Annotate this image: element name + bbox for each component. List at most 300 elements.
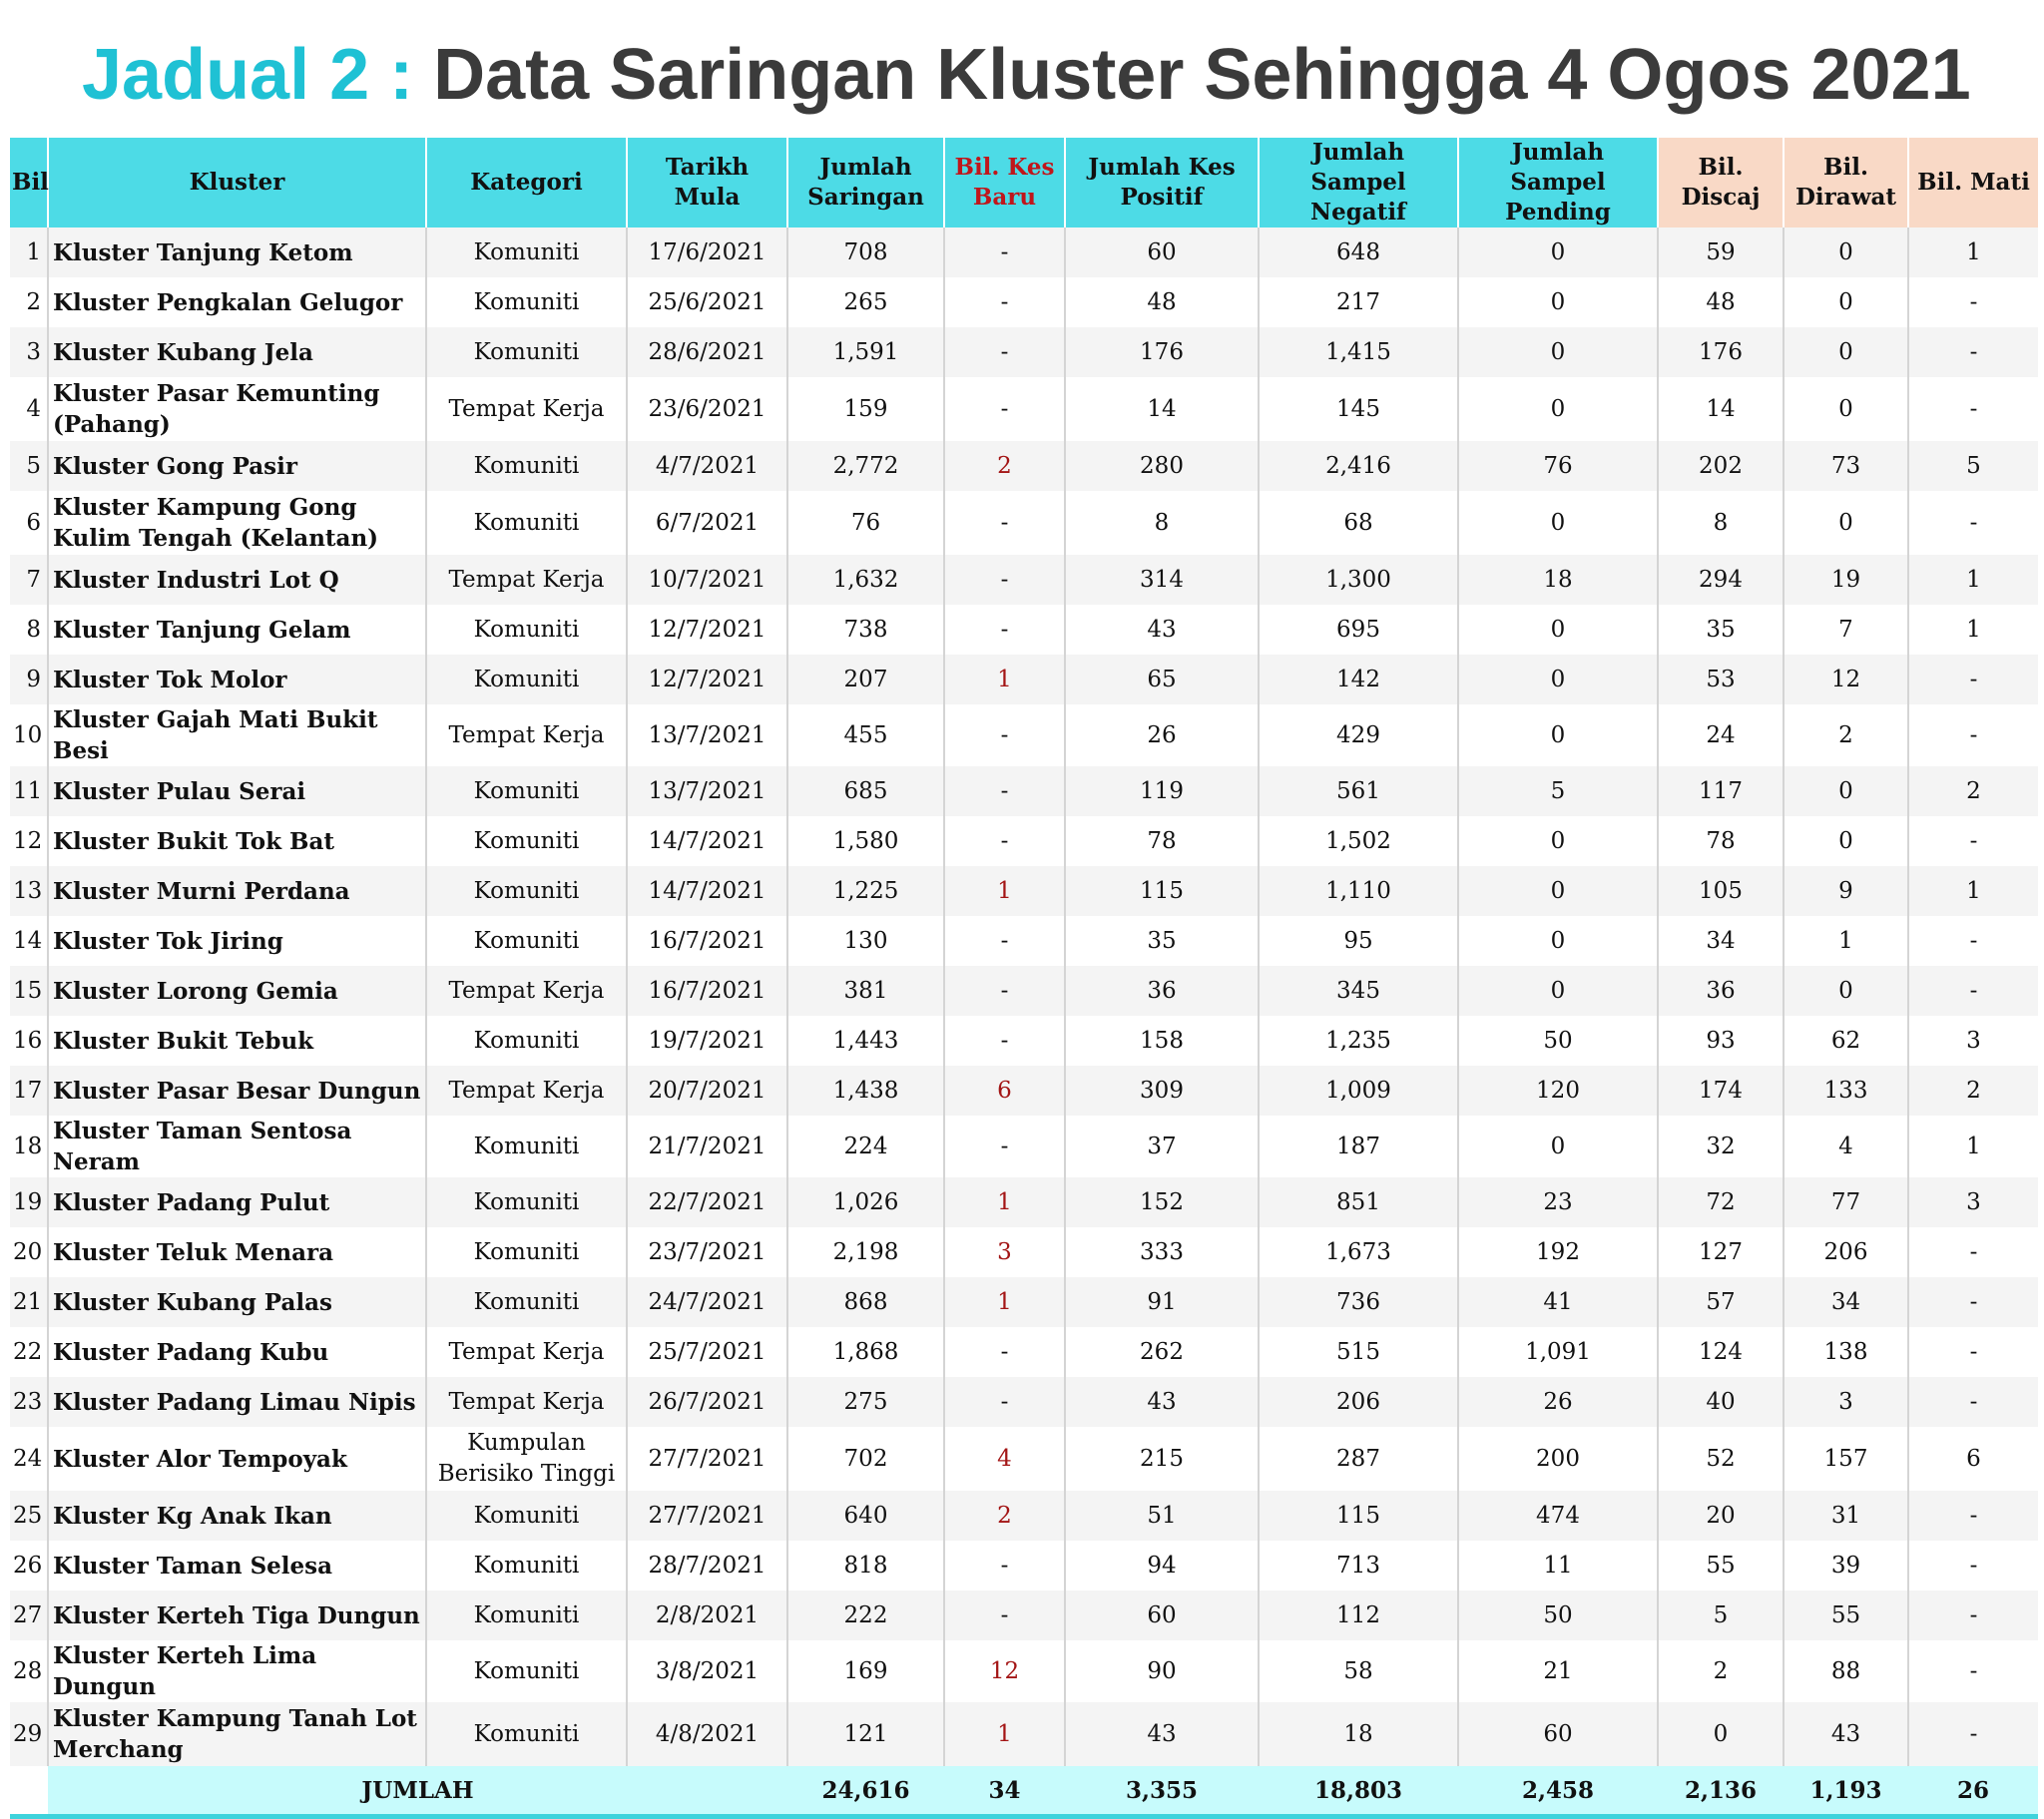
cell-bil-discaj: 57 (1658, 1277, 1784, 1327)
cell-jumlah-saringan: 159 (787, 377, 944, 441)
cell-jumlah-sampel-negatif: 1,110 (1259, 866, 1458, 916)
cell-bil-dirawat: 0 (1784, 766, 1908, 816)
cell-jumlah-saringan: 1,632 (787, 555, 944, 605)
cell-bil-discaj: 117 (1658, 766, 1784, 816)
cell-jumlah-sampel-pending: 474 (1458, 1491, 1658, 1541)
cell-bil-mati: 3 (1908, 1016, 2038, 1066)
table-row (10, 816, 2038, 866)
total-label: JUMLAH (48, 1766, 787, 1817)
cell-bil-kes-baru: 2 (944, 441, 1065, 491)
table-row (10, 1177, 2038, 1227)
cell-tarikh-mula: 27/7/2021 (627, 1427, 787, 1491)
cell-jumlah-sampel-pending: 120 (1458, 1066, 1658, 1116)
table-body (10, 227, 2038, 1766)
cell-bil-discaj: 294 (1658, 555, 1784, 605)
cell-bil-mati: - (1908, 1377, 2038, 1427)
cell-bil-discaj: 40 (1658, 1377, 1784, 1427)
cell-bil-dirawat: 133 (1784, 1066, 1908, 1116)
cell-kategori: Komuniti (426, 1491, 627, 1541)
cell-bil-dirawat: 0 (1784, 491, 1908, 555)
cell-jumlah-kes-positif: 43 (1065, 1377, 1259, 1427)
cell-bil-kes-baru: - (944, 605, 1065, 655)
cell-bil-discaj: 174 (1658, 1066, 1784, 1116)
cell-kategori: Komuniti (426, 1541, 627, 1591)
cell-kluster: Kluster Bukit Tok Bat (48, 816, 426, 866)
cell-jumlah-sampel-negatif: 515 (1259, 1327, 1458, 1377)
cell-bil-dirawat: 0 (1784, 327, 1908, 377)
cell-bil-discaj: 202 (1658, 441, 1784, 491)
title-main: Data Saringan Kluster Sehingga 4 Ogos 2021 (433, 35, 1971, 115)
cell-jumlah-sampel-negatif: 95 (1259, 916, 1458, 966)
cell-jumlah-sampel-pending: 60 (1458, 1702, 1658, 1766)
cell-jumlah-kes-positif: 37 (1065, 1116, 1259, 1177)
cell-jumlah-saringan: 1,591 (787, 327, 944, 377)
cell-bil-kes-baru: - (944, 1016, 1065, 1066)
cell-tarikh-mula: 27/7/2021 (627, 1491, 787, 1541)
cell-kluster: Kluster Gong Pasir (48, 441, 426, 491)
cell-jumlah-kes-positif: 8 (1065, 491, 1259, 555)
cell-bil-kes-baru: 12 (944, 1640, 1065, 1702)
cell-tarikh-mula: 4/8/2021 (627, 1702, 787, 1766)
cell-kluster: Kluster Taman Selesa (48, 1541, 426, 1591)
cell-bil-dirawat: 0 (1784, 277, 1908, 327)
cell-bil-kes-baru: - (944, 1377, 1065, 1427)
cell-tarikh-mula: 12/7/2021 (627, 605, 787, 655)
cell-jumlah-sampel-negatif: 695 (1259, 605, 1458, 655)
cell-jumlah-sampel-negatif: 648 (1259, 227, 1458, 277)
cell-jumlah-saringan: 222 (787, 1591, 944, 1640)
cell-jumlah-sampel-negatif: 1,300 (1259, 555, 1458, 605)
cell-bil-kes-baru: - (944, 491, 1065, 555)
cell-jumlah-sampel-negatif: 187 (1259, 1116, 1458, 1177)
header-bil: Bil (10, 138, 48, 227)
cell-bil-mati: - (1908, 1327, 2038, 1377)
cell-bil-discaj: 48 (1658, 277, 1784, 327)
cell-jumlah-saringan: 708 (787, 227, 944, 277)
cell-bil-dirawat: 34 (1784, 1277, 1908, 1327)
table-row (10, 1591, 2038, 1640)
cell-bil-mati: 1 (1908, 1116, 2038, 1177)
cell-bil-kes-baru: - (944, 966, 1065, 1016)
cell-kategori: Komuniti (426, 1591, 627, 1640)
cell-jumlah-sampel-negatif: 68 (1259, 491, 1458, 555)
cell-kluster: Kluster Tanjung Ketom (48, 227, 426, 277)
cell-bil-mati: - (1908, 966, 2038, 1016)
cell-jumlah-saringan: 1,868 (787, 1327, 944, 1377)
cell-tarikh-mula: 24/7/2021 (627, 1277, 787, 1327)
cell-jumlah-sampel-negatif: 217 (1259, 277, 1458, 327)
cell-kategori: Komuniti (426, 491, 627, 555)
cell-tarikh-mula: 28/6/2021 (627, 327, 787, 377)
header-kategori: Kategori (426, 138, 627, 227)
cell-jumlah-saringan: 381 (787, 966, 944, 1016)
cell-jumlah-sampel-negatif: 345 (1259, 966, 1458, 1016)
table-row (10, 1227, 2038, 1277)
cell-jumlah-saringan: 1,580 (787, 816, 944, 866)
cell-jumlah-saringan: 207 (787, 655, 944, 704)
total-jumlah-sampel-negatif: 18,803 (1259, 1766, 1458, 1817)
cell-bil: 11 (10, 766, 48, 816)
cell-bil-kes-baru: - (944, 227, 1065, 277)
cell-jumlah-sampel-negatif: 851 (1259, 1177, 1458, 1227)
cell-bil: 19 (10, 1177, 48, 1227)
cell-jumlah-kes-positif: 51 (1065, 1491, 1259, 1541)
cell-bil-discaj: 105 (1658, 866, 1784, 916)
cell-kluster: Kluster Tok Jiring (48, 916, 426, 966)
cell-bil-mati: - (1908, 1491, 2038, 1541)
total-jumlah-kes-positif: 3,355 (1065, 1766, 1259, 1817)
cell-bil-mati: - (1908, 491, 2038, 555)
cell-tarikh-mula: 16/7/2021 (627, 916, 787, 966)
cell-kategori: Komuniti (426, 816, 627, 866)
cell-bil: 14 (10, 916, 48, 966)
cell-kategori: Komuniti (426, 1116, 627, 1177)
cell-kategori: Komuniti (426, 866, 627, 916)
page-title (82, 30, 1971, 120)
cell-bil: 24 (10, 1427, 48, 1491)
cell-kluster: Kluster Tok Molor (48, 655, 426, 704)
cell-bil-mati: 2 (1908, 1066, 2038, 1116)
cell-bil-dirawat: 157 (1784, 1427, 1908, 1491)
cell-jumlah-saringan: 868 (787, 1277, 944, 1327)
table-row (10, 866, 2038, 916)
cell-tarikh-mula: 25/7/2021 (627, 1327, 787, 1377)
header-jumlah-sampel-pending: Jumlah Sampel Pending (1458, 138, 1658, 227)
header-jumlah-sampel-negatif: Jumlah Sampel Negatif (1259, 138, 1458, 227)
cell-bil-kes-baru: 1 (944, 1177, 1065, 1227)
cell-bil: 20 (10, 1227, 48, 1277)
table-row (10, 704, 2038, 766)
cell-jumlah-kes-positif: 115 (1065, 866, 1259, 916)
cell-bil-dirawat: 206 (1784, 1227, 1908, 1277)
total-blank-cell (10, 1766, 48, 1817)
cell-jumlah-sampel-pending: 0 (1458, 491, 1658, 555)
cell-jumlah-sampel-pending: 0 (1458, 327, 1658, 377)
cell-bil-discaj: 53 (1658, 655, 1784, 704)
cell-kategori: Komuniti (426, 441, 627, 491)
cell-bil-mati: - (1908, 277, 2038, 327)
cell-jumlah-kes-positif: 60 (1065, 1591, 1259, 1640)
cell-kluster: Kluster Bukit Tebuk (48, 1016, 426, 1066)
total-jumlah-saringan: 24,616 (787, 1766, 944, 1817)
cell-bil-kes-baru: - (944, 704, 1065, 766)
cell-bil-kes-baru: - (944, 816, 1065, 866)
cell-kategori: Komuniti (426, 277, 627, 327)
cell-jumlah-saringan: 685 (787, 766, 944, 816)
cell-bil-discaj: 59 (1658, 227, 1784, 277)
cell-bil: 3 (10, 327, 48, 377)
cell-jumlah-kes-positif: 35 (1065, 916, 1259, 966)
cell-jumlah-kes-positif: 262 (1065, 1327, 1259, 1377)
cell-jumlah-kes-positif: 152 (1065, 1177, 1259, 1227)
cell-tarikh-mula: 20/7/2021 (627, 1066, 787, 1116)
cell-bil-discaj: 0 (1658, 1702, 1784, 1766)
cell-bil-discaj: 72 (1658, 1177, 1784, 1227)
table-row (10, 966, 2038, 1016)
cell-jumlah-sampel-pending: 0 (1458, 704, 1658, 766)
cell-bil-discaj: 36 (1658, 966, 1784, 1016)
cell-jumlah-sampel-pending: 0 (1458, 916, 1658, 966)
cell-jumlah-sampel-negatif: 429 (1259, 704, 1458, 766)
cell-bil: 26 (10, 1541, 48, 1591)
cell-bil-mati: - (1908, 816, 2038, 866)
cell-jumlah-saringan: 640 (787, 1491, 944, 1541)
header-bil-kes-baru: Bil. Kes Baru (944, 138, 1065, 227)
cell-jumlah-saringan: 121 (787, 1702, 944, 1766)
cell-jumlah-sampel-pending: 0 (1458, 227, 1658, 277)
cell-jumlah-kes-positif: 314 (1065, 555, 1259, 605)
cell-bil: 21 (10, 1277, 48, 1327)
cell-jumlah-saringan: 738 (787, 605, 944, 655)
cell-bil-dirawat: 73 (1784, 441, 1908, 491)
cell-jumlah-kes-positif: 90 (1065, 1640, 1259, 1702)
cell-jumlah-sampel-pending: 50 (1458, 1016, 1658, 1066)
cell-bil-discaj: 127 (1658, 1227, 1784, 1277)
cell-kategori: Tempat Kerja (426, 1327, 627, 1377)
total-bil-mati: 26 (1908, 1766, 2038, 1817)
cell-kategori: Komuniti (426, 1227, 627, 1277)
table-row (10, 1541, 2038, 1591)
cell-bil-mati: - (1908, 377, 2038, 441)
cell-bil-mati: 5 (1908, 441, 2038, 491)
cell-jumlah-kes-positif: 48 (1065, 277, 1259, 327)
table-header-row (10, 138, 2038, 227)
cell-jumlah-kes-positif: 280 (1065, 441, 1259, 491)
cell-kluster: Kluster Tanjung Gelam (48, 605, 426, 655)
cell-bil-discaj: 8 (1658, 491, 1784, 555)
cell-kategori: Komuniti (426, 227, 627, 277)
cell-jumlah-sampel-pending: 41 (1458, 1277, 1658, 1327)
cell-bil: 1 (10, 227, 48, 277)
cell-jumlah-sampel-negatif: 1,235 (1259, 1016, 1458, 1066)
cell-bil: 22 (10, 1327, 48, 1377)
cell-bil-discaj: 93 (1658, 1016, 1784, 1066)
cell-bil: 2 (10, 277, 48, 327)
cell-tarikh-mula: 25/6/2021 (627, 277, 787, 327)
cell-kluster: Kluster Kampung Tanah Lot Merchang (48, 1702, 426, 1766)
table-row (10, 441, 2038, 491)
cell-jumlah-sampel-pending: 0 (1458, 377, 1658, 441)
cell-bil-dirawat: 88 (1784, 1640, 1908, 1702)
cell-bil: 18 (10, 1116, 48, 1177)
cell-jumlah-kes-positif: 43 (1065, 605, 1259, 655)
cell-bil: 17 (10, 1066, 48, 1116)
cell-bil-discaj: 2 (1658, 1640, 1784, 1702)
cell-jumlah-saringan: 1,026 (787, 1177, 944, 1227)
cell-jumlah-kes-positif: 158 (1065, 1016, 1259, 1066)
cell-tarikh-mula: 6/7/2021 (627, 491, 787, 555)
cell-bil-dirawat: 12 (1784, 655, 1908, 704)
cell-bil-kes-baru: 1 (944, 866, 1065, 916)
cell-kategori: Komuniti (426, 1640, 627, 1702)
cell-jumlah-kes-positif: 65 (1065, 655, 1259, 704)
cell-jumlah-kes-positif: 60 (1065, 227, 1259, 277)
cell-jumlah-saringan: 818 (787, 1541, 944, 1591)
cell-bil-mati: 6 (1908, 1427, 2038, 1491)
cell-bil-mati: - (1908, 1702, 2038, 1766)
cell-jumlah-sampel-pending: 18 (1458, 555, 1658, 605)
cell-jumlah-sampel-negatif: 1,415 (1259, 327, 1458, 377)
cell-jumlah-kes-positif: 94 (1065, 1541, 1259, 1591)
table-row (10, 655, 2038, 704)
cell-jumlah-sampel-pending: 11 (1458, 1541, 1658, 1591)
cell-bil-dirawat: 9 (1784, 866, 1908, 916)
cell-jumlah-sampel-pending: 0 (1458, 966, 1658, 1016)
cell-bil-mati: 1 (1908, 555, 2038, 605)
table-row (10, 1116, 2038, 1177)
cell-bil: 29 (10, 1702, 48, 1766)
cell-bil-kes-baru: 1 (944, 1277, 1065, 1327)
table-row (10, 277, 2038, 327)
cell-bil-discaj: 78 (1658, 816, 1784, 866)
cell-jumlah-sampel-negatif: 713 (1259, 1541, 1458, 1591)
cell-jumlah-sampel-pending: 0 (1458, 655, 1658, 704)
cell-jumlah-kes-positif: 91 (1065, 1277, 1259, 1327)
cell-kluster: Kluster Kerteh Lima Dungun (48, 1640, 426, 1702)
cell-jumlah-sampel-negatif: 736 (1259, 1277, 1458, 1327)
cell-bil: 5 (10, 441, 48, 491)
cell-jumlah-saringan: 2,772 (787, 441, 944, 491)
cell-kategori: Tempat Kerja (426, 1377, 627, 1427)
cell-bil-discaj: 55 (1658, 1541, 1784, 1591)
cell-jumlah-kes-positif: 43 (1065, 1702, 1259, 1766)
cluster-table (10, 138, 2038, 1819)
cell-kluster: Kluster Gajah Mati Bukit Besi (48, 704, 426, 766)
cell-tarikh-mula: 22/7/2021 (627, 1177, 787, 1227)
cell-tarikh-mula: 4/7/2021 (627, 441, 787, 491)
cell-kluster: Kluster Kubang Jela (48, 327, 426, 377)
cell-kategori: Komuniti (426, 1177, 627, 1227)
cell-jumlah-sampel-negatif: 2,416 (1259, 441, 1458, 491)
header-jumlah-kes-positif: Jumlah Kes Positif (1065, 138, 1259, 227)
cell-jumlah-sampel-pending: 76 (1458, 441, 1658, 491)
cell-kategori: Komuniti (426, 1277, 627, 1327)
cell-jumlah-kes-positif: 36 (1065, 966, 1259, 1016)
cell-jumlah-saringan: 2,198 (787, 1227, 944, 1277)
header-kluster: Kluster (48, 138, 426, 227)
cell-kategori: Tempat Kerja (426, 966, 627, 1016)
cell-tarikh-mula: 10/7/2021 (627, 555, 787, 605)
cell-kluster: Kluster Alor Tempoyak (48, 1427, 426, 1491)
cell-bil-discaj: 20 (1658, 1491, 1784, 1541)
cell-jumlah-sampel-negatif: 1,502 (1259, 816, 1458, 866)
cell-jumlah-sampel-pending: 0 (1458, 1116, 1658, 1177)
cell-jumlah-saringan: 265 (787, 277, 944, 327)
cell-jumlah-sampel-pending: 0 (1458, 866, 1658, 916)
table-row (10, 1427, 2038, 1491)
cell-bil-dirawat: 31 (1784, 1491, 1908, 1541)
cell-bil-dirawat: 7 (1784, 605, 1908, 655)
cell-kategori: Tempat Kerja (426, 704, 627, 766)
cell-tarikh-mula: 16/7/2021 (627, 966, 787, 1016)
cell-jumlah-saringan: 1,225 (787, 866, 944, 916)
cell-jumlah-sampel-pending: 23 (1458, 1177, 1658, 1227)
cell-kategori: Komuniti (426, 916, 627, 966)
total-row (10, 1766, 2038, 1817)
cell-tarikh-mula: 13/7/2021 (627, 766, 787, 816)
cell-bil-mati: - (1908, 1640, 2038, 1702)
cell-jumlah-sampel-pending: 0 (1458, 277, 1658, 327)
cell-bil-discaj: 32 (1658, 1116, 1784, 1177)
cell-jumlah-saringan: 275 (787, 1377, 944, 1427)
table-row (10, 1491, 2038, 1541)
cell-bil-dirawat: 0 (1784, 377, 1908, 441)
cell-bil-kes-baru: - (944, 277, 1065, 327)
cell-kluster: Kluster Padang Kubu (48, 1327, 426, 1377)
cell-jumlah-sampel-pending: 1,091 (1458, 1327, 1658, 1377)
cell-jumlah-kes-positif: 215 (1065, 1427, 1259, 1491)
cell-kluster: Kluster Kubang Palas (48, 1277, 426, 1327)
cell-bil-dirawat: 43 (1784, 1702, 1908, 1766)
cell-kluster: Kluster Kg Anak Ikan (48, 1491, 426, 1541)
cell-tarikh-mula: 21/7/2021 (627, 1116, 787, 1177)
cell-bil: 25 (10, 1491, 48, 1541)
cell-kluster: Kluster Pengkalan Gelugor (48, 277, 426, 327)
table-row (10, 327, 2038, 377)
table-row (10, 1277, 2038, 1327)
table-row (10, 766, 2038, 816)
cell-jumlah-sampel-pending: 21 (1458, 1640, 1658, 1702)
cell-bil-kes-baru: 4 (944, 1427, 1065, 1491)
cell-bil: 16 (10, 1016, 48, 1066)
table-row (10, 555, 2038, 605)
cell-bil: 4 (10, 377, 48, 441)
cell-tarikh-mula: 23/7/2021 (627, 1227, 787, 1277)
cell-kategori: Kumpulan Berisiko Tinggi (426, 1427, 627, 1491)
cell-tarikh-mula: 28/7/2021 (627, 1541, 787, 1591)
cell-jumlah-saringan: 1,438 (787, 1066, 944, 1116)
table-row (10, 1640, 2038, 1702)
cell-jumlah-kes-positif: 333 (1065, 1227, 1259, 1277)
cell-bil: 28 (10, 1640, 48, 1702)
cell-tarikh-mula: 3/8/2021 (627, 1640, 787, 1702)
cell-bil-mati: - (1908, 655, 2038, 704)
cell-bil-discaj: 34 (1658, 916, 1784, 966)
cell-kluster: Kluster Kampung Gong Kulim Tengah (Kelantan) (48, 491, 426, 555)
cell-bil-discaj: 176 (1658, 327, 1784, 377)
cell-bil: 23 (10, 1377, 48, 1427)
cell-bil-dirawat: 39 (1784, 1541, 1908, 1591)
cell-jumlah-sampel-pending: 0 (1458, 816, 1658, 866)
cell-jumlah-sampel-pending: 26 (1458, 1377, 1658, 1427)
cell-bil: 12 (10, 816, 48, 866)
cell-kluster: Kluster Industri Lot Q (48, 555, 426, 605)
cell-kategori: Komuniti (426, 605, 627, 655)
cell-bil: 27 (10, 1591, 48, 1640)
cell-jumlah-sampel-pending: 200 (1458, 1427, 1658, 1491)
cell-bil-dirawat: 4 (1784, 1116, 1908, 1177)
cell-jumlah-sampel-negatif: 58 (1259, 1640, 1458, 1702)
cell-jumlah-kes-positif: 119 (1065, 766, 1259, 816)
cell-jumlah-sampel-negatif: 112 (1259, 1591, 1458, 1640)
cell-jumlah-saringan: 455 (787, 704, 944, 766)
table-row (10, 377, 2038, 441)
cell-bil-mati: - (1908, 1591, 2038, 1640)
cell-tarikh-mula: 2/8/2021 (627, 1591, 787, 1640)
cell-jumlah-sampel-negatif: 1,673 (1259, 1227, 1458, 1277)
cell-bil-mati: 3 (1908, 1177, 2038, 1227)
cell-tarikh-mula: 12/7/2021 (627, 655, 787, 704)
table-row (10, 1016, 2038, 1066)
cell-bil-discaj: 52 (1658, 1427, 1784, 1491)
table-row (10, 605, 2038, 655)
cell-jumlah-saringan: 76 (787, 491, 944, 555)
cell-tarikh-mula: 19/7/2021 (627, 1016, 787, 1066)
cell-bil-kes-baru: 2 (944, 1491, 1065, 1541)
cell-bil-dirawat: 0 (1784, 966, 1908, 1016)
cell-bil-dirawat: 3 (1784, 1377, 1908, 1427)
cell-kategori: Tempat Kerja (426, 1066, 627, 1116)
